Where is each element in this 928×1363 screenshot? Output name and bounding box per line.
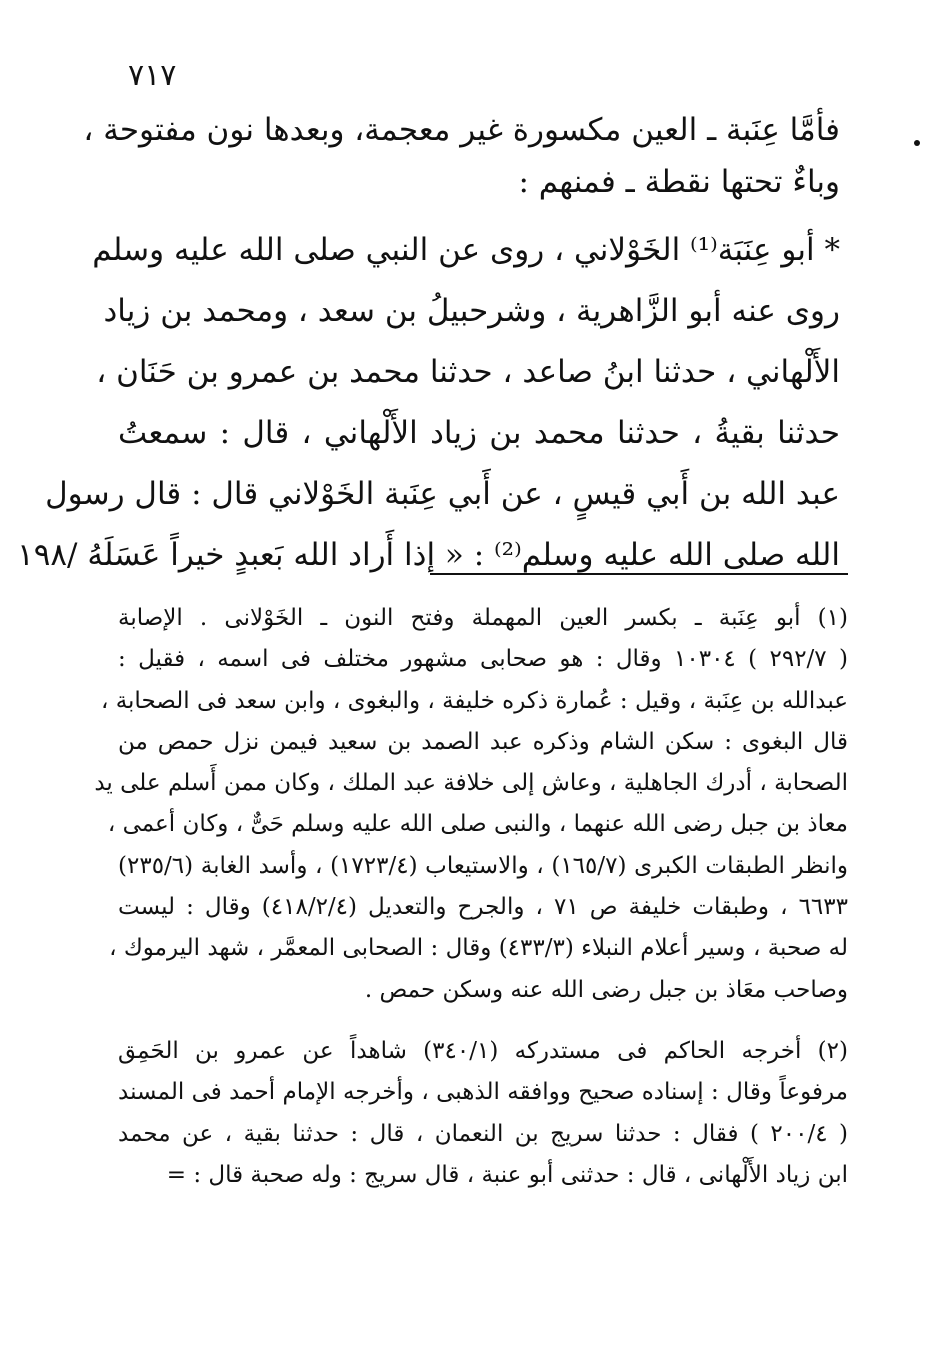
footnote-1: [94, 598, 848, 1011]
footnote-line: معاذ بن جبل رضى الله عنهما ، والنبى صلى الله عليه وسلم حَىٌّ ، وكان أعمى ،: [107, 811, 848, 838]
footnote-line: (١) أبو عِنَبة ـ بكسر العين المهملة وفتح النون ـ الخَوْلانى . الإصابة: [118, 605, 848, 631]
footnote-line: قال البغوى : سكن الشام وذكره عبد الصمد بن سعيد فيمن نزل حمص من: [118, 728, 848, 755]
footnote-line: وانظر الطبقات الكبرى (١٦٥/٧) ، والاستيعاب (١٧٢٣/٤) ، وأسد الغابة (٢٣٥/٦): [118, 852, 848, 879]
body-line: * أبو عِنَبَة⁽¹⁾ الخَوْلاني ، روى عن النبي صلى الله عليه وسلم: [92, 232, 840, 268]
footnotes: [94, 598, 848, 1196]
page-number: ٧١٧: [128, 58, 177, 93]
footnote-separator: [430, 573, 848, 575]
body-line: حدثنا بقيةُ ، حدثنا محمد بن زياد الأَلْهاني ، قال : سمعتُ: [118, 415, 840, 451]
body-line: فأمَّا عِنَبة ـ العين مكسورة غير معجمة، وبعدها نون مفتوحة ،: [83, 112, 840, 148]
body-line: وباءٌ تحتها نقطة ـ فمنهم :: [518, 164, 840, 200]
footnote-gap: [118, 1011, 848, 1031]
body-line: عبد الله بن أَبي قيسٍ ، عن أَبي عِنَبة الخَوْلاني قال : قال رسول: [45, 476, 840, 512]
margin-mark: [914, 140, 920, 146]
footnote-line: (٢) أخرجه الحاكم فى مستدركه (٣٤٠/١) شاهداً عن عمرو بن الحَمِق: [118, 1037, 848, 1064]
footnote-line: وصاحب معَاذ بن جبل رضى الله عنه وسكن حمص .: [364, 976, 848, 1003]
footnote-line: الصحابة ، أدرك الجاهلية ، وعاش إلى خلافة عبد الملك ، وكان ممن أَسلم على يد: [94, 770, 848, 797]
footnote-line: ( ٢٩٢/٧ ) ١٠٣٠٤ وقال : هو صحابى مشهور مختلف فى اسمه ، فقيل :: [118, 646, 848, 673]
footnote-line: له صحبة ، وسير أعلام النبلاء (٤٣٣/٣) وقال : الصحابى المعمَّر ، شهد اليرموك ،: [109, 935, 848, 962]
footnote-line: عبدالله بن عِنَبة ، وقيل : عُمارة ذكره خليفة ، والبغوى ، وابن سعد فى الصحابة ،: [100, 687, 848, 714]
footnote-2: [118, 1031, 848, 1196]
footnote-line: مرفوعاً وقال : إسناده صحيح ووافقه الذهبى ، وأخرجه الإمام أحمد فى المسند: [118, 1079, 848, 1106]
body-line: الأَلْهاني ، حدثنا ابنُ صاعد ، حدثنا محمد بن عمرو بن حَنَان ،: [96, 354, 840, 390]
body-line: الله صلى الله عليه وسلم⁽²⁾ : « إذا أَراد الله بَعبدٍ خيراً عَسَلَهُ /١٩٨: [17, 537, 840, 573]
main-text: [17, 108, 840, 588]
footnote-line: ( ٢٠٠/٤ ) فقال : حدثنا سريج بن النعمان ، قال : حدثنا بقية ، عن محمد: [118, 1120, 848, 1147]
body-line: روى عنه أبو الزَّاهرية ، وشرحبيلُ بن سعد ، ومحمد بن زياد: [103, 293, 840, 329]
footnote-line: ٦٦٣٣ ، وطبقات خليفة ص ٧١ ، والجرح والتعديل (٤١٨/٢/٤) وقال : ليست: [118, 894, 848, 921]
footnote-line: ابن زياد الأَلْهانى ، قال : حدثنى أبو عنبة ، قال سريج : وله صحبة قال : =: [166, 1161, 848, 1188]
